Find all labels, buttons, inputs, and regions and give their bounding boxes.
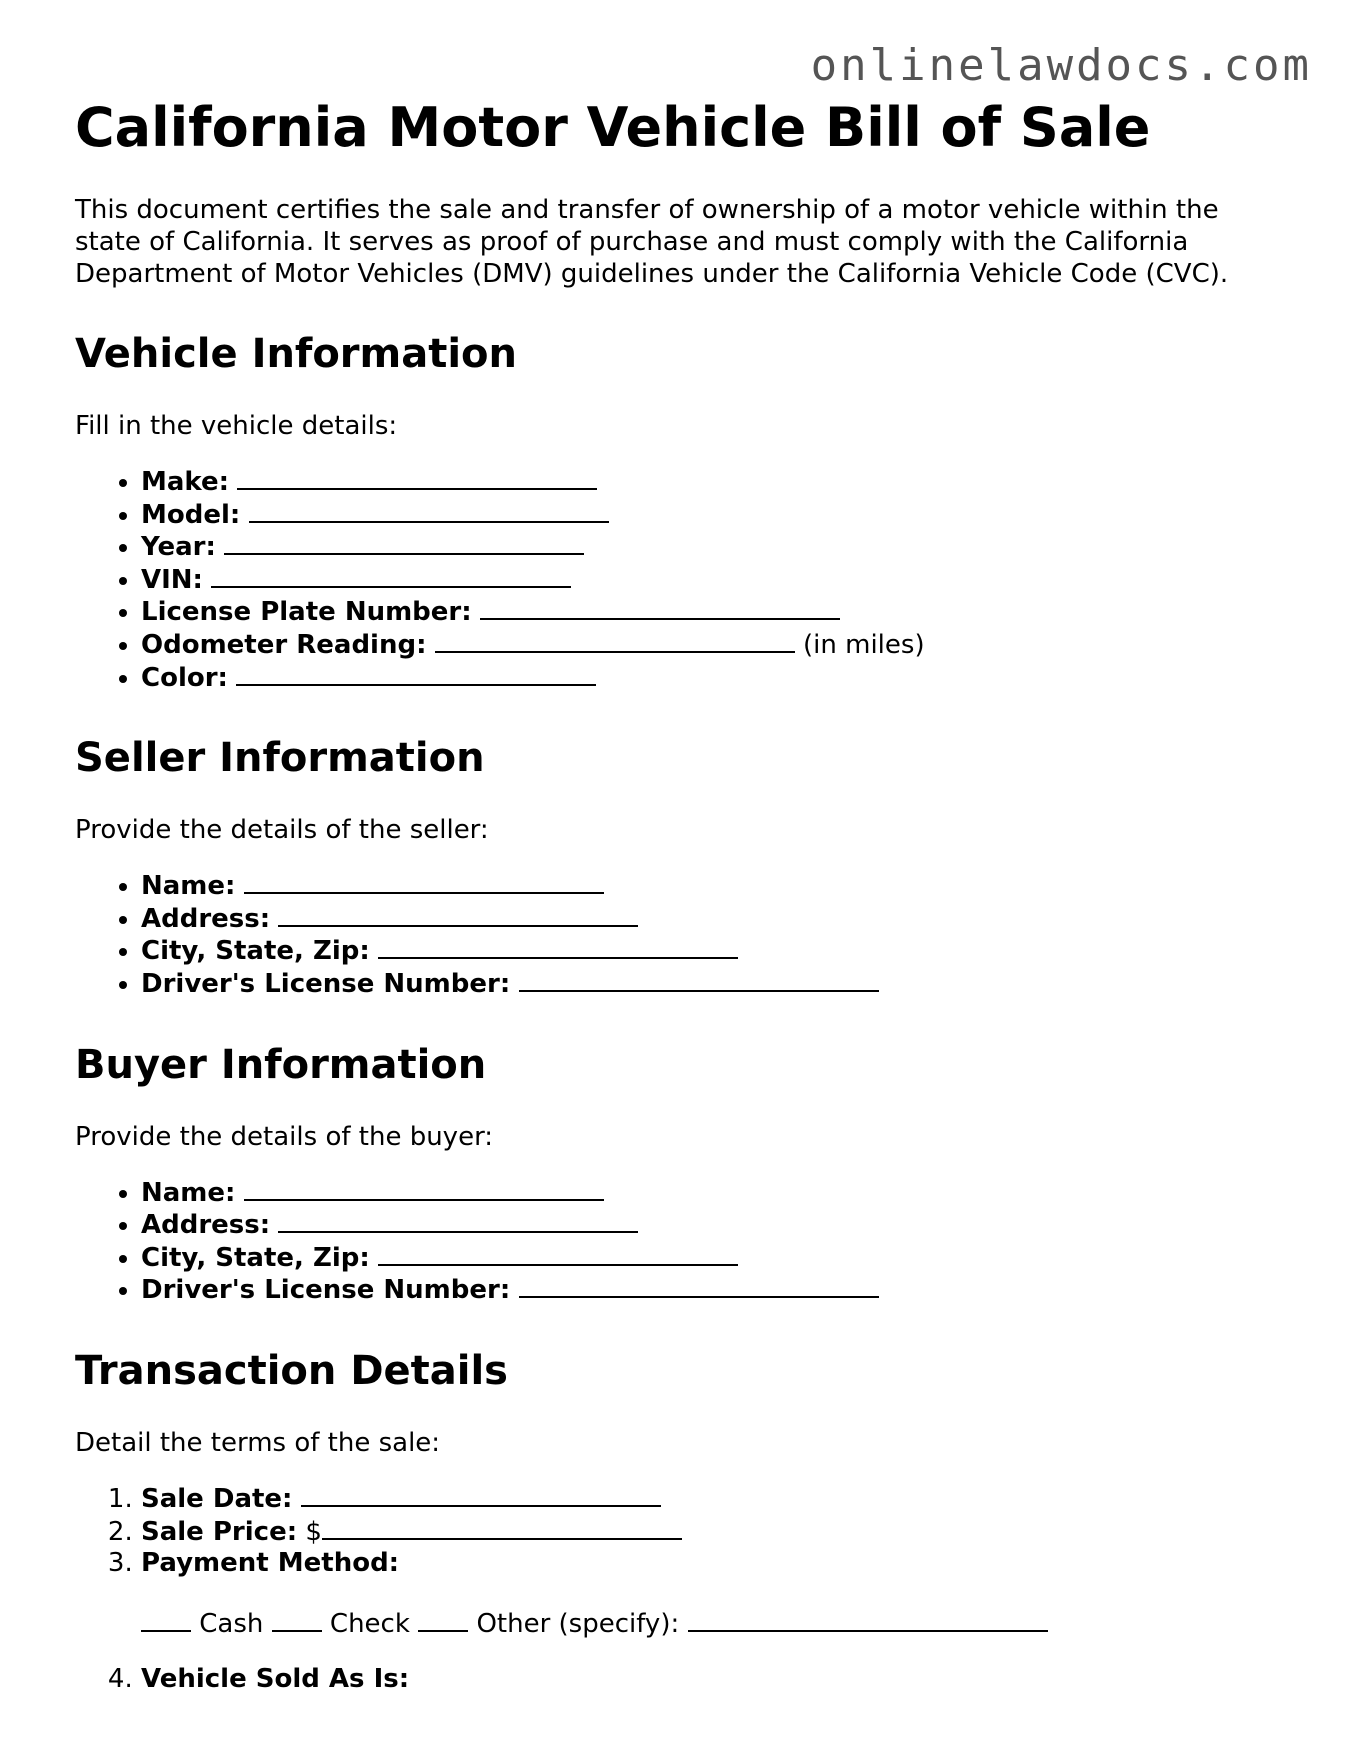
blank-line[interactable] (278, 903, 638, 927)
field-label: Sale Price: (141, 1516, 298, 1547)
document-page (75, 96, 1275, 1696)
blank-line[interactable] (211, 564, 571, 588)
blank-line[interactable] (322, 1516, 682, 1540)
vehicle-field-color (141, 662, 1275, 695)
vehicle-field-make (141, 466, 1275, 499)
field-label: City, State, Zip: (141, 1242, 370, 1273)
currency-symbol: $ (305, 1516, 322, 1547)
seller-lead: Provide the details of the seller: (75, 815, 489, 846)
field-label: Name: (141, 871, 236, 902)
transaction-lead: Detail the terms of the sale: (75, 1427, 441, 1458)
blank-line[interactable] (301, 1483, 661, 1507)
field-label: VIN: (141, 564, 203, 595)
field-label: Driver's License Number: (141, 968, 511, 999)
field-label: Year: (141, 532, 216, 563)
odometer-unit-note: (in miles) (803, 629, 925, 660)
blank-line[interactable] (519, 968, 879, 992)
blank-line[interactable] (435, 629, 795, 653)
blank-line[interactable] (249, 499, 609, 523)
checkbox-blank-other[interactable] (418, 1608, 468, 1632)
blank-line[interactable] (244, 1177, 604, 1201)
blank-line[interactable] (237, 466, 597, 490)
transaction-sale-date (141, 1483, 1275, 1516)
buyer-field-list (75, 1177, 1275, 1307)
seller-field-list (75, 870, 1275, 1000)
field-label: Driver's License Number: (141, 1275, 511, 1306)
seller-field-address (141, 903, 1275, 936)
seller-field-city-state-zip (141, 935, 1275, 968)
buyer-heading: Buyer Information (75, 1041, 487, 1088)
buyer-field-license (141, 1274, 1275, 1307)
intro-paragraph: This document certifies the sale and transfer of ownership of a motor vehicle within the state of California. It serves as proof of purchase and must comply with the California Department of Motor Vehicles (DMV) guidelines under the California Vehicle Code (CVC). (75, 195, 1229, 289)
field-label: Name: (141, 1177, 236, 1208)
seller-field-license (141, 968, 1275, 1001)
blank-line[interactable] (244, 870, 604, 894)
blank-line[interactable] (236, 662, 596, 686)
field-label: City, State, Zip: (141, 936, 370, 967)
field-label: Payment Method: (141, 1548, 400, 1579)
field-label: Color: (141, 662, 228, 693)
transaction-as-is (141, 1664, 1275, 1696)
seller-field-name (141, 870, 1275, 903)
watermark: onlinelawdocs.com (810, 40, 1312, 91)
field-label: License Plate Number: (141, 597, 472, 628)
document-title: California Motor Vehicle Bill of Sale (75, 96, 1151, 159)
transaction-list (75, 1483, 1275, 1696)
seller-heading: Seller Information (75, 735, 485, 782)
vehicle-field-year (141, 531, 1275, 564)
payment-option-other: Other (specify): (476, 1608, 680, 1639)
transaction-sale-price (141, 1516, 1275, 1549)
transaction-heading: Transaction Details (75, 1347, 508, 1394)
field-label: Make: (141, 467, 230, 497)
field-label: Odometer Reading: (141, 629, 427, 660)
field-label: Vehicle Sold As Is: (141, 1664, 410, 1695)
blank-line[interactable] (378, 935, 738, 959)
field-label: Model: (141, 499, 241, 530)
blank-line[interactable] (688, 1608, 1048, 1632)
checkbox-blank-check[interactable] (272, 1608, 322, 1632)
transaction-payment-method (141, 1548, 1275, 1640)
vehicle-field-odometer (141, 629, 1275, 662)
vehicle-lead: Fill in the vehicle details: (75, 411, 398, 441)
vehicle-field-model (141, 499, 1275, 532)
blank-line[interactable] (278, 1209, 638, 1233)
vehicle-field-vin (141, 564, 1275, 597)
blank-line[interactable] (519, 1274, 879, 1298)
field-label: Address: (141, 1210, 271, 1241)
blank-line[interactable] (224, 531, 584, 555)
vehicle-field-license-plate (141, 596, 1275, 629)
buyer-field-city-state-zip (141, 1242, 1275, 1275)
buyer-lead: Provide the details of the buyer: (75, 1121, 494, 1152)
blank-line[interactable] (378, 1242, 738, 1266)
payment-option-cash: Cash (199, 1608, 264, 1639)
blank-line[interactable] (480, 596, 840, 620)
payment-option-check: Check (329, 1608, 410, 1639)
buyer-field-name (141, 1177, 1275, 1210)
field-label: Address: (141, 903, 271, 934)
buyer-field-address (141, 1209, 1275, 1242)
checkbox-blank-cash[interactable] (141, 1608, 191, 1632)
field-label: Sale Date: (141, 1483, 293, 1514)
vehicle-heading: Vehicle Information (75, 331, 517, 377)
payment-options (141, 1608, 1275, 1641)
vehicle-field-list (75, 466, 1275, 694)
